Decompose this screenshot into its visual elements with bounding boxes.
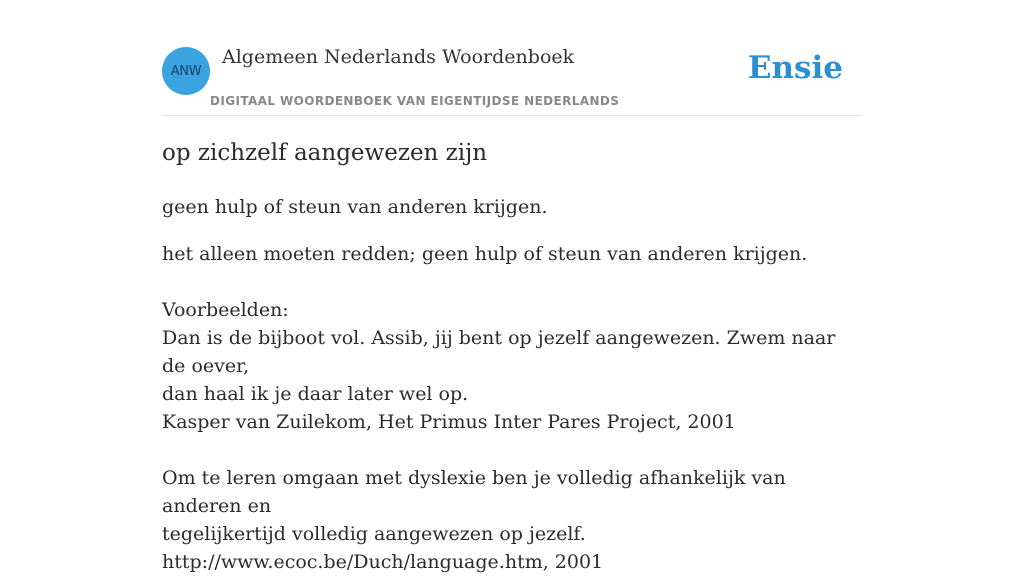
short-definition: geen hulp of steun van anderen krijgen. — [162, 196, 548, 218]
spacer — [162, 268, 862, 296]
dictionary-subtitle: DIGITAAL WOORDENBOEK VAN EIGENTIJDSE NEDERLANDS — [210, 94, 620, 108]
anw-logo-text: ANW — [170, 63, 202, 79]
example-item — [162, 324, 862, 436]
spacer — [162, 436, 862, 464]
entry-content — [162, 193, 862, 576]
example-item — [162, 464, 862, 576]
example-line: Dan is de bijboot vol. Assib, jij bent op jezelf aangewezen. Zwem naar de oever, — [162, 327, 836, 377]
example-line: tegelijkertijd volledig aangewezen op jezelf. — [162, 523, 586, 545]
dictionary-title[interactable]: Algemeen Nederlands Woordenboek — [222, 46, 575, 68]
definition-text: het alleen moeten redden; geen hulp of steun van anderen krijgen. — [162, 243, 808, 265]
header-divider — [162, 115, 862, 116]
examples-label: Voorbeelden: — [162, 299, 289, 321]
definition-block — [162, 240, 862, 576]
example-source: Kasper van Zuilekom, Het Primus Inter Pares Project, 2001 — [162, 411, 736, 433]
example-source: http://www.ecoc.be/Duch/language.htm, 2001 — [162, 551, 604, 573]
anw-logo[interactable] — [162, 47, 210, 95]
example-line: Om te leren omgaan met dyslexie ben je volledig afhankelijk van anderen en — [162, 467, 786, 517]
ensie-brand-logo[interactable]: Ensie — [747, 50, 843, 86]
example-line: dan haal ik je daar later wel op. — [162, 383, 469, 405]
entry-term: op zichzelf aangewezen zijn — [162, 140, 488, 166]
